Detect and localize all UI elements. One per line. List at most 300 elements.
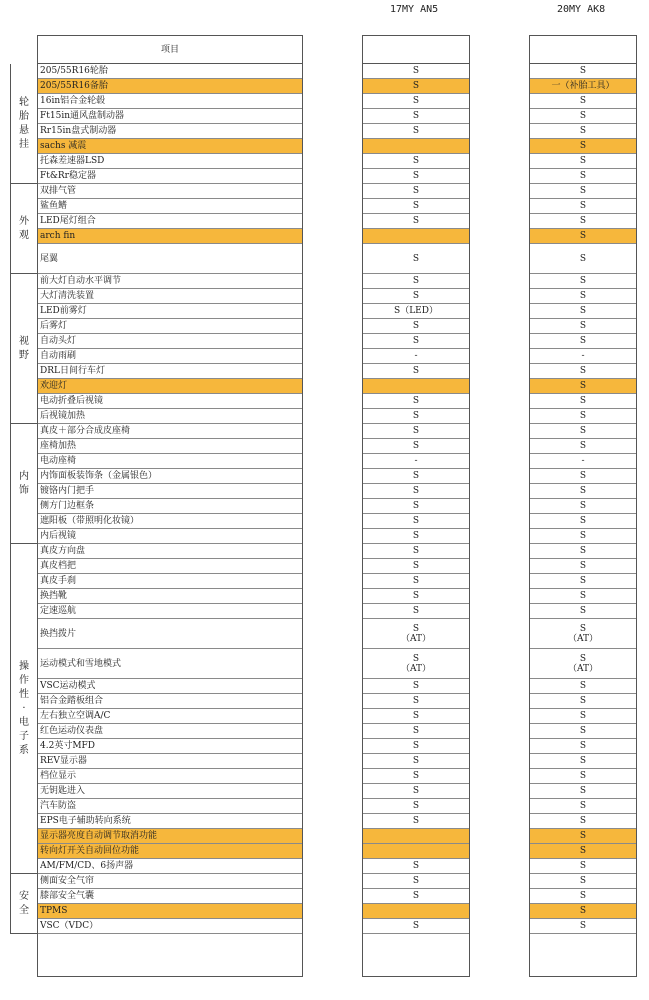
item-row (38, 799, 302, 814)
category-label (10, 544, 37, 874)
col1-row (363, 724, 469, 739)
item-name: 电动座椅 (40, 456, 77, 466)
col1-value-main: S (412, 171, 420, 181)
col2-value-main: S (579, 606, 587, 616)
col1-value-main: S (412, 516, 420, 526)
header-row (530, 36, 636, 64)
col2-row (530, 859, 636, 874)
col2-row (530, 169, 636, 184)
col2-value-main: S (579, 906, 587, 916)
item-name: EPS电子辅助转向系统 (40, 816, 131, 826)
item-name: Ft15in通风盘制动器 (40, 111, 124, 121)
item-header-label: 项目 (160, 44, 179, 55)
col2-value (530, 649, 636, 678)
col1-value (363, 604, 469, 618)
col2-value-main: S (579, 756, 587, 766)
col1-row (363, 79, 469, 94)
col2-row (530, 139, 636, 154)
col1-row (363, 874, 469, 889)
col1-value-main: S (412, 861, 420, 871)
col2-row (530, 694, 636, 709)
col1-row (363, 814, 469, 829)
col2-value (530, 829, 636, 843)
col1-row (363, 829, 469, 844)
col1-value-main: S (412, 501, 420, 511)
item-name: 镀铬内门把手 (40, 486, 95, 496)
item-row (38, 904, 302, 919)
item-row (38, 679, 302, 694)
col2-value-main: S (579, 696, 587, 706)
col2-row (530, 799, 636, 814)
col2-value (530, 229, 636, 243)
col2-value-main: S (579, 771, 587, 781)
col2-value-main: S (579, 876, 587, 886)
col1-value (363, 574, 469, 588)
item-row (38, 424, 302, 439)
col1-value (363, 169, 469, 183)
col1-row (363, 379, 469, 394)
item-name: arch fin (40, 231, 76, 241)
col1-value (363, 154, 469, 168)
col2-value (530, 409, 636, 423)
col2-value-main: S (579, 486, 587, 496)
col1-row (363, 364, 469, 379)
col1-value (363, 334, 469, 348)
col2-value (530, 679, 636, 693)
col1-value (363, 799, 469, 813)
col1-value-main: S (412, 921, 420, 931)
col2-row (530, 619, 636, 649)
item-row (38, 274, 302, 289)
col2-value (530, 214, 636, 228)
category-text: 轮胎悬挂 (19, 96, 29, 150)
item-name: VSC运动模式 (40, 681, 96, 691)
item-row (38, 439, 302, 454)
col1-value (363, 109, 469, 123)
col1-model-header: 17MY AN5 (390, 4, 439, 15)
col2-value (530, 589, 636, 603)
col1-value (363, 544, 469, 558)
item-name: 显示器亮度自动调节取消功能 (40, 831, 158, 841)
col1-row (363, 754, 469, 769)
col1-row (363, 109, 469, 124)
col2-row (530, 589, 636, 604)
col2-value (530, 559, 636, 573)
col1-value-main: S (412, 396, 420, 406)
col2-row (530, 679, 636, 694)
col1-row (363, 574, 469, 589)
col2-value (530, 469, 636, 483)
col1-value-main: S (412, 291, 420, 301)
col2-row (530, 469, 636, 484)
col2-row (530, 529, 636, 544)
col1-value (363, 304, 469, 318)
col2-value-main: S (579, 816, 587, 826)
col1-value (363, 649, 469, 678)
col2-value-main: S (579, 336, 587, 346)
category-label (10, 184, 37, 274)
col2-value (530, 124, 636, 138)
col1-value-main: S (412, 531, 420, 541)
col1-value-note: （AT） (400, 663, 431, 674)
col1-value (363, 139, 469, 153)
col1-value (363, 874, 469, 888)
col2-value (530, 529, 636, 543)
item-row (38, 814, 302, 829)
col1-row (363, 904, 469, 919)
col2-value (530, 274, 636, 288)
col2-value (530, 94, 636, 108)
col2-value (530, 859, 636, 873)
col2-value-note: （AT） (567, 633, 598, 644)
item-row (38, 784, 302, 799)
item-name: 欢迎灯 (40, 381, 68, 391)
col2-row (530, 184, 636, 199)
col2-value (530, 499, 636, 513)
col1-value (363, 829, 469, 843)
item-name: 自动头灯 (40, 336, 77, 346)
col2-value-main: S (579, 253, 587, 264)
col2-value-main: S (579, 201, 587, 211)
col2-row (530, 319, 636, 334)
col1-value-main: - (414, 351, 418, 361)
item-name: 档位显示 (40, 771, 77, 781)
col2-row (530, 724, 636, 739)
col2-value (530, 619, 636, 648)
col1-row (363, 694, 469, 709)
col1-row (363, 589, 469, 604)
col1-value (363, 679, 469, 693)
item-name: 205/55R16备胎 (40, 81, 108, 91)
item-name: 座椅加热 (40, 441, 77, 451)
col1-value (363, 559, 469, 573)
col2-row (530, 334, 636, 349)
col1-value-main: S (412, 486, 420, 496)
col2-value (530, 304, 636, 318)
col2-row (530, 274, 636, 289)
col2-row (530, 409, 636, 424)
item-name: 大灯清洗装置 (40, 291, 95, 301)
col1-row (363, 244, 469, 274)
col2-row (530, 364, 636, 379)
item-row (38, 919, 302, 934)
col1-row (363, 544, 469, 559)
col2-value-main: S (579, 276, 587, 286)
col1-row (363, 349, 469, 364)
col1-value-main: S (412, 321, 420, 331)
col2-value-main: S (579, 66, 587, 76)
col1-row (363, 784, 469, 799)
item-name: 后雾灯 (40, 321, 68, 331)
col1-value-main: S (412, 201, 420, 211)
col2-value (530, 769, 636, 783)
col1-row (363, 469, 469, 484)
col2-value-main: S (579, 561, 587, 571)
col2-row (530, 199, 636, 214)
col1-row (363, 169, 469, 184)
item-row (38, 289, 302, 304)
item-row (38, 529, 302, 544)
col2-row (530, 514, 636, 529)
col2-value-main: S (579, 126, 587, 136)
col1-value (363, 319, 469, 333)
col1-row (363, 124, 469, 139)
col2-value-main: S (579, 381, 587, 391)
col2-value-main: S (579, 516, 587, 526)
col1-value-main: S (412, 786, 420, 796)
item-row (38, 829, 302, 844)
item-name: 侧面安全气帘 (40, 876, 95, 886)
item-row (38, 619, 302, 649)
col2-row (530, 124, 636, 139)
col1-value (363, 529, 469, 543)
item-row (38, 589, 302, 604)
item-row (38, 649, 302, 679)
item-row (38, 214, 302, 229)
col1-row (363, 64, 469, 79)
col2-value-main: S (579, 156, 587, 166)
col1-row (363, 394, 469, 409)
item-row (38, 349, 302, 364)
col1-row (363, 229, 469, 244)
col2-row (530, 559, 636, 574)
col2-value (530, 199, 636, 213)
col1-row (363, 604, 469, 619)
col2-row (530, 94, 636, 109)
col1-value-main: S (412, 426, 420, 436)
col1-value (363, 289, 469, 303)
col2-value-main: S (579, 306, 587, 316)
col2-value (530, 244, 636, 273)
item-row (38, 79, 302, 94)
item-row (38, 139, 302, 154)
item-row (38, 394, 302, 409)
item-row (38, 724, 302, 739)
col1-value-main: S (412, 216, 420, 226)
col2-value (530, 604, 636, 618)
col2-row (530, 79, 636, 94)
col1-value (363, 409, 469, 423)
col2-row (530, 574, 636, 589)
col1-value (363, 739, 469, 753)
col1-row (363, 319, 469, 334)
item-name: 红色运动仪表盘 (40, 726, 104, 736)
col2-row (530, 394, 636, 409)
col2-value (530, 334, 636, 348)
col1-value (363, 904, 469, 918)
col2-value-main: S (579, 441, 587, 451)
col2-row (530, 649, 636, 679)
col2-row (530, 604, 636, 619)
col1-row (363, 919, 469, 934)
item-row (38, 154, 302, 169)
col2-row (530, 484, 636, 499)
col2-row (530, 874, 636, 889)
col2-value-main: S (579, 216, 587, 226)
col1-row (363, 139, 469, 154)
item-row (38, 244, 302, 274)
col2-row (530, 244, 636, 274)
item-name: 膝部安全气囊 (40, 891, 95, 901)
col2-value (530, 289, 636, 303)
col2-row (530, 64, 636, 79)
col1-table (362, 35, 470, 977)
col1-value (363, 484, 469, 498)
item-row (38, 124, 302, 139)
col1-value (363, 589, 469, 603)
item-row (38, 409, 302, 424)
col1-value-main: S (412, 336, 420, 346)
col2-model-header: 20MY AK8 (557, 4, 606, 15)
col1-value (363, 439, 469, 453)
col1-row (363, 409, 469, 424)
col2-row (530, 349, 636, 364)
col2-row (530, 289, 636, 304)
col1-row (363, 499, 469, 514)
category-text: 操作性·电子系 (19, 660, 29, 756)
col1-row (363, 304, 469, 319)
col2-row (530, 499, 636, 514)
col1-value (363, 844, 469, 858)
col2-value (530, 814, 636, 828)
col1-row (363, 709, 469, 724)
col2-value (530, 784, 636, 798)
col1-value-main: S (412, 711, 420, 721)
item-name: 鲨鱼鳍 (40, 201, 68, 211)
col2-value (530, 904, 636, 918)
col1-value (363, 199, 469, 213)
col1-value-main: S (412, 96, 420, 106)
col2-row (530, 304, 636, 319)
col2-value-main: S (579, 891, 587, 901)
item-name: 前大灯自动水平调节 (40, 276, 122, 286)
col1-value-main: S (412, 623, 420, 634)
col1-value-main: S (412, 816, 420, 826)
col2-value-main: S (579, 231, 587, 241)
col1-row (363, 844, 469, 859)
col2-value-main: - (581, 456, 585, 466)
item-name: 内后视镜 (40, 531, 77, 541)
item-name: VSC（VDC） (40, 921, 99, 931)
col2-value (530, 484, 636, 498)
item-row (38, 754, 302, 769)
item-name: 定速巡航 (40, 606, 77, 616)
item-row (38, 229, 302, 244)
item-name: 运动模式和雪地模式 (40, 658, 122, 669)
item-name: 遮阳板（带照明化妆镜） (40, 516, 140, 526)
col2-value (530, 739, 636, 753)
col1-value-main: S (412, 576, 420, 586)
col1-row (363, 439, 469, 454)
col2-row (530, 109, 636, 124)
col2-value (530, 439, 636, 453)
col1-value-main: S (412, 606, 420, 616)
item-row (38, 454, 302, 469)
item-name: 换挡拨片 (40, 628, 77, 639)
col1-value (363, 229, 469, 243)
col2-row (530, 889, 636, 904)
col1-value-main: S (412, 591, 420, 601)
item-row (38, 199, 302, 214)
col2-value-main: S (579, 576, 587, 586)
col2-value-main: S (579, 96, 587, 106)
col1-row (363, 649, 469, 679)
col1-row (363, 424, 469, 439)
col1-row (363, 739, 469, 754)
col2-value-main: 一（补胎工具） (551, 81, 615, 91)
item-name: REV显示器 (40, 756, 87, 766)
col1-value (363, 724, 469, 738)
col1-value (363, 694, 469, 708)
col2-row (530, 379, 636, 394)
col2-value (530, 874, 636, 888)
col1-row (363, 334, 469, 349)
col1-value-main: S (412, 186, 420, 196)
col1-value (363, 499, 469, 513)
col2-row (530, 904, 636, 919)
col1-value-main: S (412, 411, 420, 421)
col2-value-main: S (579, 711, 587, 721)
col1-value-main: S (412, 696, 420, 706)
col1-value (363, 469, 469, 483)
col1-value-main: S (412, 741, 420, 751)
item-name: 汽车防盗 (40, 801, 77, 811)
col2-value (530, 64, 636, 78)
item-name: 真皮档把 (40, 561, 77, 571)
item-name: 换挡靴 (40, 591, 68, 601)
item-row (38, 469, 302, 484)
col2-value-main: S (579, 426, 587, 436)
item-row (38, 94, 302, 109)
item-name: 真皮手刹 (40, 576, 77, 586)
col1-value (363, 244, 469, 273)
col1-value (363, 754, 469, 768)
col2-value (530, 349, 636, 363)
col2-value-main: S (579, 171, 587, 181)
col2-row (530, 229, 636, 244)
col2-value (530, 724, 636, 738)
col1-row (363, 679, 469, 694)
col2-value (530, 424, 636, 438)
category-label (10, 274, 37, 424)
col1-row (363, 274, 469, 289)
col1-row (363, 454, 469, 469)
col2-row (530, 754, 636, 769)
col2-value-main: S (579, 921, 587, 931)
category-label (10, 874, 37, 934)
col1-value-main: S (412, 561, 420, 571)
col1-value (363, 64, 469, 78)
item-name: 真皮方向盘 (40, 546, 86, 556)
item-row (38, 559, 302, 574)
item-name: Rr15in盘式制动器 (40, 126, 117, 136)
category-text: 安全 (19, 890, 29, 916)
col1-row (363, 289, 469, 304)
item-row (38, 484, 302, 499)
col2-row (530, 814, 636, 829)
col1-value-main: S (412, 891, 420, 901)
col1-row (363, 889, 469, 904)
item-row (38, 694, 302, 709)
col2-value-main: S (579, 741, 587, 751)
col1-row (363, 94, 469, 109)
col2-value (530, 79, 636, 93)
col1-value-main: S (412, 66, 420, 76)
col1-value-main: S (412, 546, 420, 556)
item-row (38, 499, 302, 514)
col1-value-main: S (412, 81, 420, 91)
col1-value-note: （AT） (400, 633, 431, 644)
